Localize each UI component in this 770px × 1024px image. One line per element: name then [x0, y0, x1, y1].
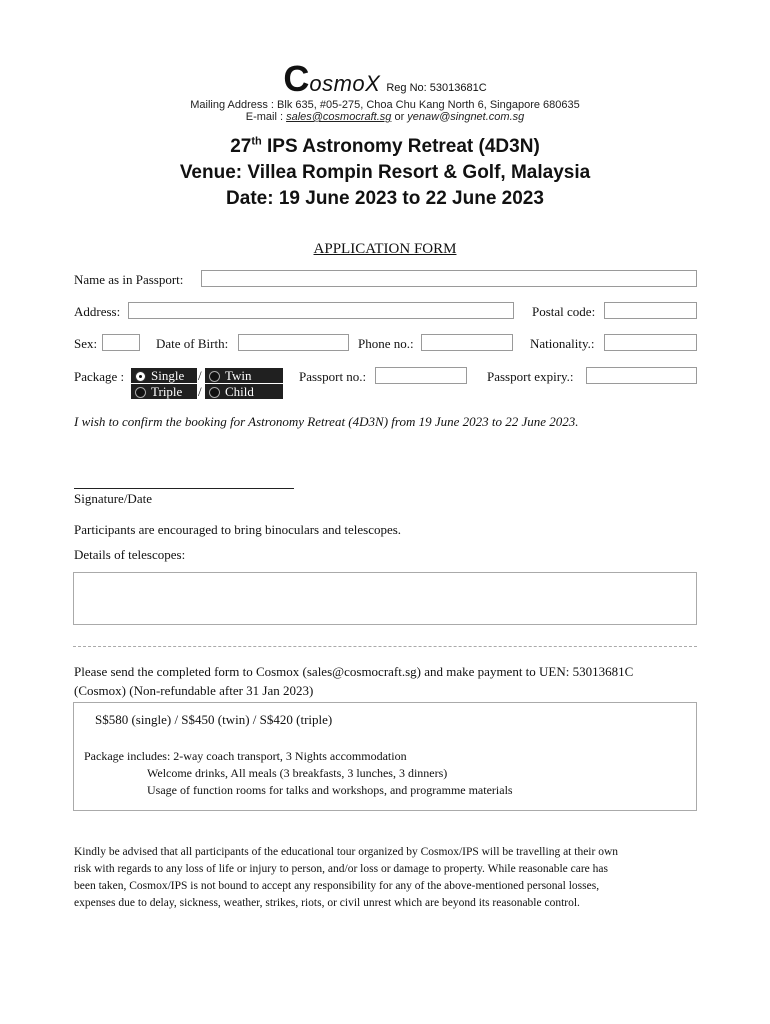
event-ordinal-suffix: th — [251, 135, 262, 148]
package-option-twin[interactable] — [205, 368, 283, 383]
event-ordinal: 27 — [230, 136, 252, 157]
sex-input[interactable] — [102, 334, 140, 351]
package-option-label: Child — [225, 384, 254, 399]
address-input[interactable] — [128, 302, 514, 319]
address-label: Address: — [74, 304, 121, 319]
dob-input[interactable] — [238, 334, 349, 351]
disclaimer-line: been taken, Cosmox/IPS is not bound to accept any responsibility for any of the above-mentioned personal losses, — [74, 880, 600, 892]
postal-input[interactable] — [604, 302, 697, 319]
email-primary-link[interactable]: sales@cosmocraft.sg — [286, 111, 392, 123]
event-date: Date: 19 June 2023 to 22 June 2023 — [226, 188, 544, 209]
nationality-label: Nationality.: — [530, 336, 595, 351]
payment-line-1: Please send the completed form to Cosmox (sales@cosmocraft.sg) and make payment to UEN: 53013681C — [74, 664, 634, 679]
passport-expiry-input[interactable] — [586, 367, 697, 384]
signature-label: Signature/Date — [74, 491, 152, 506]
disclaimer-line: Kindly be advised that all participants of the educational tour organized by Cosmox/IPS will be travelling at their own — [74, 846, 618, 858]
email-line — [0, 111, 770, 123]
package-includes-3: Usage of function rooms for talks and workshops, and programme materials — [147, 783, 513, 797]
logo-name: osmoX — [309, 71, 381, 96]
name-input[interactable] — [201, 270, 697, 287]
separator-slash: / — [198, 384, 202, 399]
name-label: Name as in Passport: — [74, 272, 184, 287]
dob-label: Date of Birth: — [156, 336, 229, 351]
phone-input[interactable] — [421, 334, 513, 351]
phone-label: Phone no.: — [358, 336, 414, 351]
signature-line[interactable] — [74, 488, 294, 489]
disclaimer-line: risk with regards to any loss of life or injury to person, and/or loss or damage to property. While reasonable care has — [74, 863, 608, 875]
form-heading: APPLICATION FORM — [313, 241, 457, 257]
equipment-note: Participants are encouraged to bring binoculars and telescopes. — [74, 522, 402, 537]
postal-label: Postal code: — [532, 304, 596, 319]
package-label: Package : — [74, 369, 125, 384]
mailing-address: Mailing Address : Blk 635, #05-275, Choa Chu Kang North 6, Singapore 680635 — [190, 99, 580, 111]
radio-icon — [135, 387, 146, 398]
package-includes-2: Welcome drinks, All meals (3 breakfasts, 3 lunches, 3 dinners) — [147, 766, 448, 780]
radio-selected-icon — [135, 371, 146, 382]
package-option-single[interactable] — [131, 368, 197, 383]
disclaimer-line: expenses due to delay, sickness, weather, strikes, riots, or civil unrest which are beyond its reasonable control. — [74, 897, 580, 909]
telescope-details-input[interactable] — [73, 572, 697, 625]
radio-icon — [209, 371, 220, 382]
passport-no-label: Passport no.: — [299, 369, 367, 384]
separator-slash: / — [198, 368, 202, 383]
event-title — [0, 136, 770, 158]
event-venue: Venue: Villea Rompin Resort & Golf, Malaysia — [179, 162, 591, 183]
reg-number: Reg No: 53013681C — [386, 82, 487, 94]
passport-no-input[interactable] — [375, 367, 467, 384]
package-option-child[interactable] — [205, 384, 283, 399]
package-option-label: Triple — [151, 384, 183, 399]
package-prices: S$580 (single) / S$450 (twin) / S$420 (triple) — [95, 712, 333, 727]
payment-instructions — [74, 662, 714, 700]
email-label: E-mail : — [245, 111, 287, 123]
package-option-label: Twin — [225, 368, 252, 383]
package-option-triple[interactable] — [131, 384, 197, 399]
email-secondary: yenaw@singnet.com.sg — [407, 111, 525, 123]
passport-expiry-label: Passport expiry.: — [487, 369, 574, 384]
company-logo — [0, 58, 770, 100]
event-name: IPS Astronomy Retreat (4D3N) — [261, 136, 540, 157]
payment-line-2: (Cosmox) (Non-refundable after 31 Jan 2023) — [74, 683, 314, 698]
disclaimer — [74, 844, 714, 912]
telescope-label: Details of telescopes: — [74, 547, 186, 562]
section-divider — [73, 646, 697, 647]
logo-initial: C — [283, 58, 310, 99]
package-option-label: Single — [151, 368, 185, 383]
email-or: or — [391, 111, 408, 123]
package-includes-1: Package includes: 2-way coach transport, 3 Nights accommodation — [84, 749, 407, 763]
sex-label: Sex: — [74, 336, 98, 351]
confirmation-statement: I wish to confirm the booking for Astronomy Retreat (4D3N) from 19 June 2023 to 22 June 2023. — [74, 414, 579, 429]
nationality-input[interactable] — [604, 334, 697, 351]
radio-icon — [209, 387, 220, 398]
